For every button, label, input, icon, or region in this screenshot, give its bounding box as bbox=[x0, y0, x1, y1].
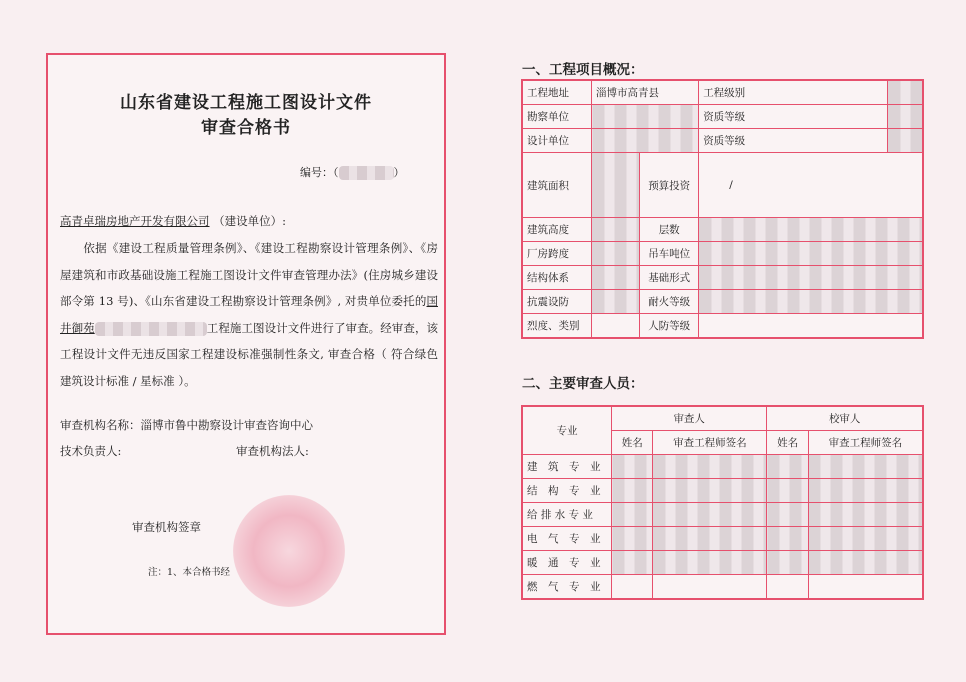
org-name: 审查机构名称：淄博市鲁中勘察设计审查咨询中心 bbox=[60, 418, 313, 432]
note: 注：1、本合格书经 bbox=[148, 567, 231, 578]
certificate-subtitle: 审查合格书 bbox=[201, 118, 291, 138]
client-name: 高青卓瑞房地产开发有限公司 bbox=[60, 214, 210, 228]
certificate-body: 依据《建设工程质量管理条例》、《建设工程勘察设计管理条例》、《房屋建筑和市政基础设施工程施工图设计文件审查管理办法》(住房城乡建设部令第 13 号)、《山东省建设工程勘察设计管理条例》, 对贵单位委托的国井御苑 工程施工图设计文件进行了审查。经审查，该工程设计文件无违反国家工程建设标准强制性条文, 审查合格（ 符合绿色建筑设计标准 / 星标准 ）。 bbox=[60, 241, 439, 388]
legal-rep: 审查机构法人: bbox=[236, 444, 309, 458]
project-overview-table: 工程地址 淄博市高青县 工程级别 勘察单位 资质等级 设计单位 资质等级 建筑面积 预算投资 / 建筑高度 层数 厂房跨度 吊车吨位 结构体系 基础形式 抗震设防 耐火等级 烈度、类别 人防等级 bbox=[521, 79, 924, 339]
serial-number: 编号：（ ） bbox=[300, 166, 405, 179]
seal-stamp bbox=[233, 495, 345, 607]
serial-redacted bbox=[339, 166, 394, 180]
certificate-title: 山东省建设工程施工图设计文件 bbox=[120, 93, 372, 113]
certificate-card bbox=[46, 53, 446, 635]
section1-heading: 一、工程项目概况： bbox=[522, 62, 644, 78]
project-redacted bbox=[95, 322, 207, 336]
review-staff-table: 专业 审查人 校审人 姓名 审查工程师签名 姓名 审查工程师签名 建 筑 专 业 结 构 专 业 给 排 水 专 业 电 气 专 业 暖 通 专 业 燃 气 专 业 bbox=[521, 405, 924, 600]
seal-label: 审查机构签章 bbox=[132, 520, 201, 534]
section2-heading: 二、主要审查人员： bbox=[522, 376, 644, 392]
tech-lead: 技术负责人: bbox=[60, 444, 122, 458]
client-line: 高青卓瑞房地产开发有限公司 （建设单位）: bbox=[60, 214, 287, 228]
